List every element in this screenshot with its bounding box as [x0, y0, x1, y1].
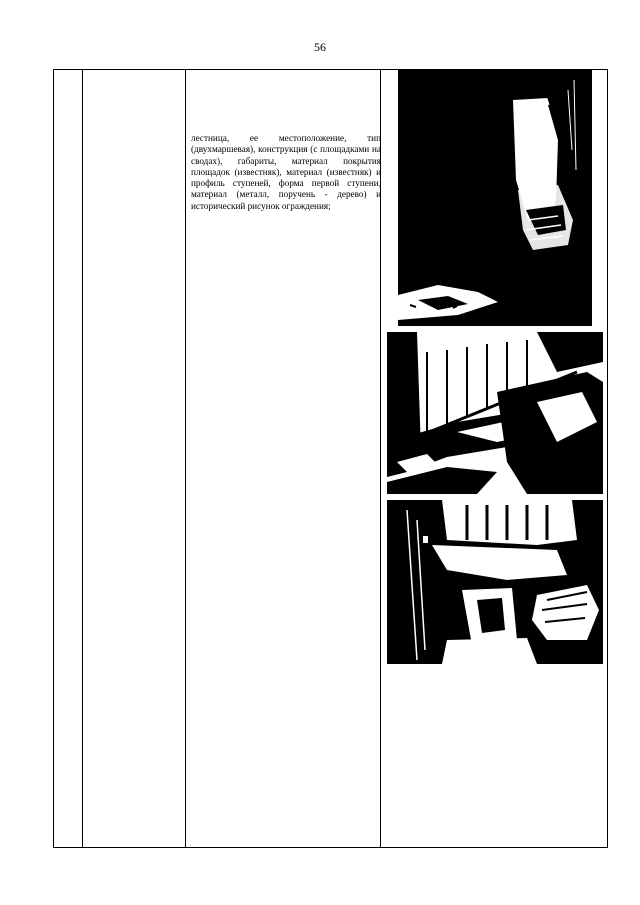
document-table [53, 69, 608, 848]
column-divider [82, 70, 83, 847]
column-divider [185, 70, 186, 847]
staircase-lower-flight-photo [387, 500, 603, 664]
protected-subject-description: лестница, ее местоположение, тип (двухмаршевая), конструкция (с площадками на сводах), габариты, материал покрытия площадок (известняк), материал (известняк) и профиль ступеней, форма первой ступени, материал (металл, поручень - дерево) и исторический рисунок ограждения; [191, 133, 381, 211]
staircase-railing-photo [387, 332, 603, 494]
staircase-upper-landing-photo [398, 70, 592, 326]
page-number: 56 [314, 40, 326, 54]
